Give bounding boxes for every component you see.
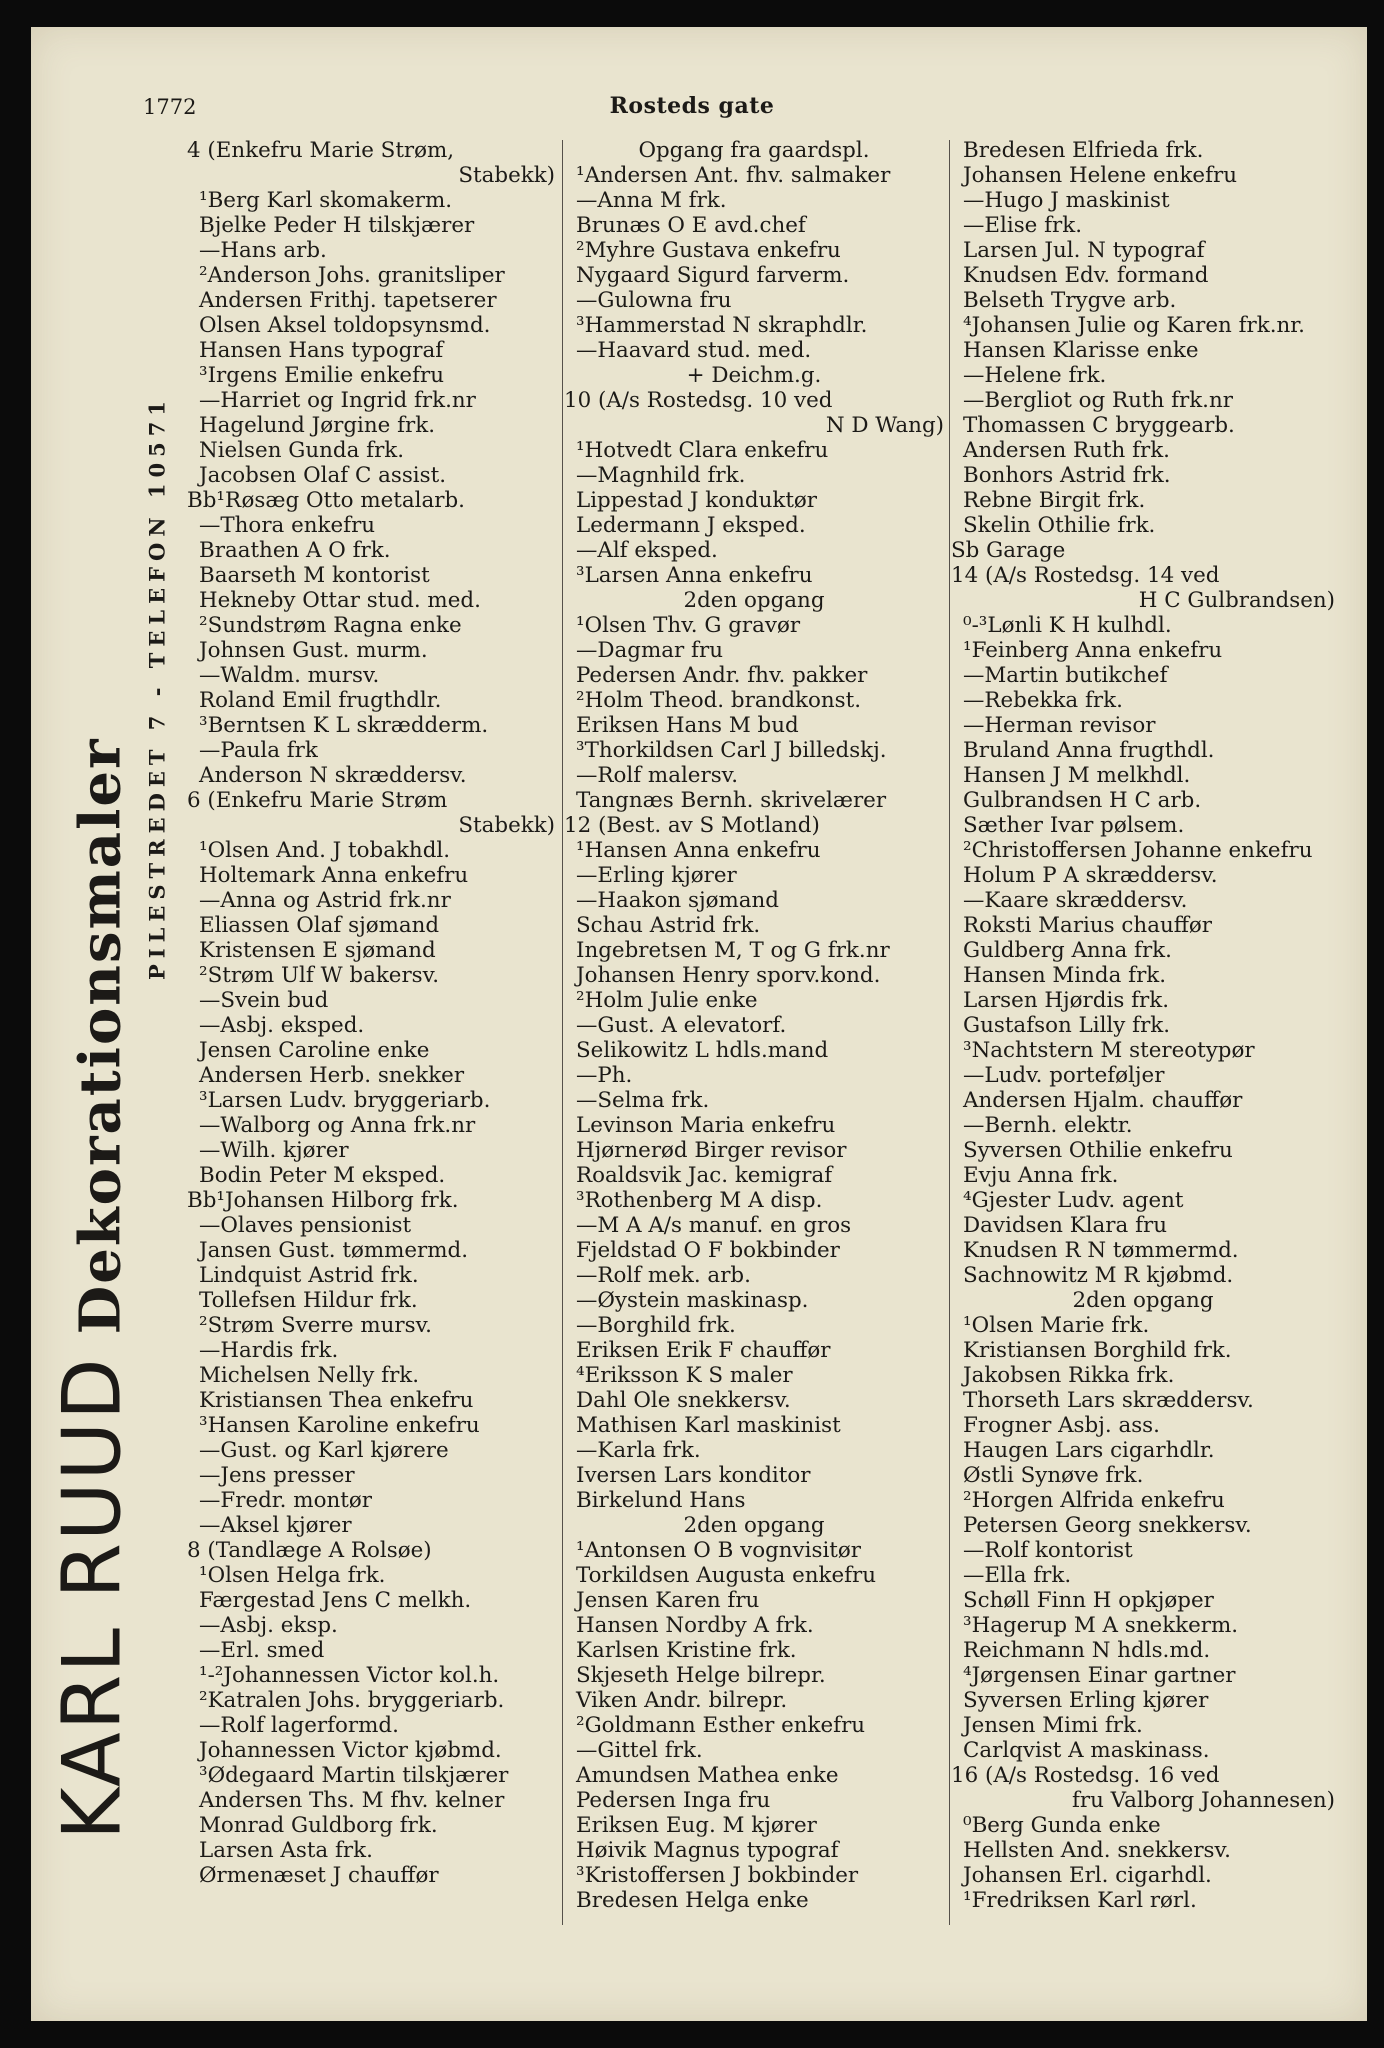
resident-entry: ³Nachtstern M stereotypør — [963, 1038, 1255, 1063]
resident-entry: fru Valborg Johannesen) — [1071, 1788, 1335, 1813]
resident-entry: Eriksen Erik F chauffør — [576, 1338, 831, 1363]
resident-entry: —Harriet og Ingrid frk.nr — [199, 388, 476, 413]
resident-entry: ³Berntsen K L skrædderm. — [199, 713, 489, 738]
resident-entry: Roksti Marius chauffør — [963, 913, 1213, 938]
resident-entry: Sæther Ivar pølsem. — [963, 813, 1185, 838]
resident-entry: Pedersen Andr. fhv. pakker — [576, 663, 868, 688]
resident-entry: —Ella frk. — [963, 1563, 1072, 1588]
resident-entry: Østli Synøve frk. — [963, 1463, 1144, 1488]
resident-entry: Holum P A skræddersv. — [963, 863, 1218, 888]
resident-entry: Rebne Birgit frk. — [963, 488, 1146, 513]
resident-entry: Jansen Gust. tømmermd. — [199, 1238, 469, 1263]
resident-entry: ²Strøm Ulf W bakersv. — [199, 963, 439, 988]
resident-entry: —Olaves pensionist — [199, 1213, 412, 1238]
resident-entry: —Wilh. kjører — [199, 1138, 349, 1163]
vertical-advertisement — [40, 220, 180, 1840]
resident-entry: —Rebekka frk. — [963, 688, 1123, 713]
resident-entry: ²Myhre Gustava enkefru — [576, 238, 841, 263]
resident-entry: —Erling kjører — [576, 863, 737, 888]
section-heading: + Deichm.g. — [686, 363, 822, 388]
resident-entry: Schøll Finn H opkjøper — [963, 1588, 1214, 1613]
resident-entry: —Jens presser — [199, 1463, 355, 1488]
resident-entry: Johannessen Victor kjøbmd. — [199, 1738, 502, 1763]
column-divider — [562, 140, 563, 1925]
resident-entry: Davidsen Klara fru — [963, 1213, 1168, 1238]
resident-entry: ¹Feinberg Anna enkefru — [963, 638, 1223, 663]
resident-entry: Ledermann J eksped. — [576, 513, 806, 538]
resident-entry: ¹Olsen And. J tobakhdl. — [199, 838, 451, 863]
resident-entry: Larsen Hjørdis frk. — [963, 988, 1169, 1013]
resident-entry: —Bergliot og Ruth frk.nr — [963, 388, 1233, 413]
resident-entry: Roland Emil frugthdlr. — [199, 688, 442, 713]
resident-entry: —Elise frk. — [963, 213, 1083, 238]
resident-entry: Thomassen C bryggearb. — [963, 413, 1235, 438]
house-number-entry: 8 (Tandlæge A Rolsøe) — [187, 1538, 432, 1563]
resident-entry: Birkelund Hans — [576, 1488, 746, 1513]
resident-entry: —Selma frk. — [576, 1088, 710, 1113]
resident-entry: Karlsen Kristine frk. — [576, 1638, 797, 1663]
resident-entry: Torkildsen Augusta enkefru — [576, 1563, 877, 1588]
resident-entry: Bruland Anna frugthdl. — [963, 738, 1215, 763]
resident-entry: Johnsen Gust. murm. — [199, 638, 428, 663]
directory-column-1 — [187, 138, 555, 1888]
resident-entry: Olsen Aksel toldopsynsmd. — [199, 313, 491, 338]
resident-entry: ¹Olsen Marie frk. — [963, 1313, 1150, 1338]
resident-entry: Andersen Ths. M fhv. kelner — [199, 1788, 505, 1813]
resident-entry: Jensen Karen fru — [576, 1588, 760, 1613]
resident-entry: Bredesen Elfrieda frk. — [963, 138, 1204, 163]
resident-entry: H C Gulbrandsen) — [1138, 588, 1335, 613]
resident-entry: —Rolf lagerformd. — [199, 1713, 399, 1738]
house-number-entry: 16 (A/s Rostedsg. 16 ved — [951, 1763, 1220, 1788]
resident-entry: Hekneby Ottar stud. med. — [199, 588, 481, 613]
resident-entry: ³Rothenberg M A disp. — [576, 1188, 823, 1213]
running-head: Rosteds gate — [609, 93, 775, 119]
resident-entry: Evju Anna frk. — [963, 1163, 1119, 1188]
resident-entry: Belseth Trygve arb. — [963, 288, 1177, 313]
column-divider — [949, 140, 950, 1925]
house-number-entry: 14 (A/s Rostedsg. 14 ved — [951, 563, 1220, 588]
resident-entry: Stabekk) — [458, 163, 555, 188]
resident-entry: Skelin Othilie frk. — [963, 513, 1156, 538]
house-number-entry: Bb¹Røsæg Otto metalarb. — [187, 488, 465, 513]
resident-entry: Andersen Ruth frk. — [963, 438, 1170, 463]
resident-entry: ⁴Eriksson K S maler — [576, 1363, 793, 1388]
resident-entry: —Dagmar fru — [576, 638, 723, 663]
resident-entry: Amundsen Mathea enke — [576, 1763, 839, 1788]
resident-entry: Braathen A O frk. — [199, 538, 391, 563]
house-number-entry: 4 (Enkefru Marie Strøm, — [187, 138, 455, 163]
resident-entry: ¹Hotvedt Clara enkefru — [576, 438, 829, 463]
resident-entry: —Anna M frk. — [576, 188, 727, 213]
advertiser-name: KARL RUUD — [45, 1356, 139, 1840]
resident-entry: ¹Olsen Helga frk. — [199, 1563, 386, 1588]
resident-entry: Johansen Erl. cigarhdl. — [963, 1863, 1212, 1888]
house-number-entry: 12 (Best. av S Motland) — [564, 813, 820, 838]
resident-entry: ⁰Berg Gunda enke — [963, 1813, 1161, 1838]
resident-entry: ²Holm Theod. brandkonst. — [576, 688, 862, 713]
section-heading: 2den opgang — [1072, 1288, 1214, 1313]
resident-entry: Ørmenæset J chauffør — [199, 1863, 439, 1888]
resident-entry: ¹Fredriksen Karl rørl. — [963, 1888, 1197, 1913]
resident-entry: —Hugo J maskinist — [963, 188, 1170, 213]
resident-entry: Petersen Georg snekkersv. — [963, 1513, 1252, 1538]
resident-entry: Larsen Jul. N typograf — [963, 238, 1205, 263]
resident-entry: Kristiansen Borghild frk. — [963, 1338, 1232, 1363]
resident-entry: ¹Hansen Anna enkefru — [576, 838, 821, 863]
resident-entry: ³Thorkildsen Carl J billedskj. — [576, 738, 887, 763]
resident-entry: Jacobsen Olaf C assist. — [199, 463, 447, 488]
resident-entry: Knudsen R N tømmermd. — [963, 1238, 1239, 1263]
resident-entry: ¹Antonsen O B vognvisitør — [576, 1538, 861, 1563]
resident-entry: ²Sundstrøm Ragna enke — [199, 613, 462, 638]
page-number: 1772 — [143, 95, 197, 119]
directory-column-2 — [564, 138, 944, 1913]
resident-entry: Holtemark Anna enkefru — [199, 863, 469, 888]
resident-entry: —Ludv. porteføljer — [963, 1063, 1165, 1088]
resident-entry: ³Irgens Emilie enkefru — [199, 363, 445, 388]
resident-entry: Hansen Hans typograf — [199, 338, 444, 363]
resident-entry: —Martin butikchef — [963, 663, 1168, 688]
resident-entry: —M A A/s manuf. en gros — [576, 1213, 852, 1238]
resident-entry: —Gulowna fru — [576, 288, 732, 313]
resident-entry: ⁴Jørgensen Einar gartner — [963, 1663, 1236, 1688]
resident-entry: Thorseth Lars skræddersv. — [963, 1388, 1254, 1413]
resident-entry: Selikowitz L hdls.mand — [576, 1038, 829, 1063]
resident-entry: —Waldm. mursv. — [199, 663, 380, 688]
resident-entry: Haugen Lars cigarhdlr. — [963, 1438, 1215, 1463]
resident-entry: —Borghild frk. — [576, 1313, 736, 1338]
resident-entry: ³Kristoffersen J bokbinder — [576, 1863, 859, 1888]
resident-entry: —Gust. og Karl kjørere — [199, 1438, 449, 1463]
resident-entry: ³Hagerup M A snekkerm. — [963, 1613, 1239, 1638]
resident-entry: Andersen Herb. snekker — [199, 1063, 465, 1088]
resident-entry: Baarseth M kontorist — [199, 563, 430, 588]
resident-entry: Bonhors Astrid frk. — [963, 463, 1171, 488]
resident-entry: Johansen Henry sporv.kond. — [576, 963, 881, 988]
advertiser-address: PILESTREDET 7 - TELEFON 10571 — [144, 395, 170, 980]
resident-entry: Reichmann N hdls.md. — [963, 1638, 1211, 1663]
resident-entry: Hansen J M melkhdl. — [963, 763, 1191, 788]
house-number-entry: Bb¹Johansen Hilborg frk. — [187, 1188, 459, 1213]
resident-entry: Anderson N skræddersv. — [199, 763, 467, 788]
resident-entry: Jensen Mimi frk. — [963, 1713, 1143, 1738]
resident-entry: Lindquist Astrid frk. — [199, 1263, 419, 1288]
house-number-entry: Sb Garage — [951, 538, 1066, 563]
resident-entry: —Paula frk — [199, 738, 318, 763]
resident-entry: ¹Olsen Thv. G gravør — [576, 613, 801, 638]
resident-entry: Høivik Magnus typograf — [576, 1838, 839, 1863]
resident-entry: ⁴Gjester Ludv. agent — [963, 1188, 1184, 1213]
section-heading: 2den opgang — [683, 1513, 825, 1538]
resident-entry: —Ph. — [576, 1063, 633, 1088]
resident-entry: Michelsen Nelly frk. — [199, 1363, 420, 1388]
advertisement-headline — [45, 220, 143, 1840]
resident-entry: —Øystein maskinasp. — [576, 1288, 809, 1313]
resident-entry: Iversen Lars konditor — [576, 1463, 811, 1488]
resident-entry: —Svein bud — [199, 988, 329, 1013]
resident-entry: ³Hansen Karoline enkefru — [199, 1413, 480, 1438]
resident-entry: ⁰-³Lønli K H kulhdl. — [963, 613, 1172, 638]
resident-entry: ³Larsen Ludv. bryggeriarb. — [199, 1088, 491, 1113]
resident-entry: Larsen Asta frk. — [199, 1838, 373, 1863]
resident-entry: —Walborg og Anna frk.nr — [199, 1113, 476, 1138]
resident-entry: Roaldsvik Jac. kemigraf — [576, 1163, 833, 1188]
resident-entry: —Anna og Astrid frk.nr — [199, 888, 451, 913]
resident-entry: Nygaard Sigurd farverm. — [576, 263, 850, 288]
resident-entry: Lippestad J konduktør — [576, 488, 818, 513]
resident-entry: Hansen Nordby A frk. — [576, 1613, 814, 1638]
resident-entry: —Hans arb. — [199, 238, 327, 263]
resident-entry: Tangnæs Bernh. skrivelærer — [576, 788, 887, 813]
resident-entry: —Kaare skræddersv. — [963, 888, 1188, 913]
resident-entry: Andersen Frithj. tapetserer — [199, 288, 497, 313]
resident-entry: Jensen Caroline enke — [199, 1038, 430, 1063]
resident-entry: Hjørnerød Birger revisor — [576, 1138, 847, 1163]
resident-entry: ²Anderson Johs. granitsliper — [199, 263, 505, 288]
resident-entry: Viken Andr. bilrepr. — [576, 1688, 788, 1713]
resident-entry: —Rolf kontorist — [963, 1538, 1133, 1563]
house-number-entry: 10 (A/s Rostedsg. 10 ved — [564, 388, 833, 413]
resident-entry: ¹Andersen Ant. fhv. salmaker — [576, 163, 891, 188]
resident-entry: —Herman revisor — [963, 713, 1156, 738]
resident-entry: ¹-²Johannessen Victor kol.h. — [199, 1663, 500, 1688]
resident-entry: Mathisen Karl maskinist — [576, 1413, 841, 1438]
resident-entry: ²Goldmann Esther enkefru — [576, 1713, 866, 1738]
resident-entry: Syversen Erling kjører — [963, 1688, 1209, 1713]
resident-entry: —Haakon sjømand — [576, 888, 779, 913]
resident-entry: —Magnhild frk. — [576, 463, 746, 488]
resident-entry: —Gust. A elevatorf. — [576, 1013, 787, 1038]
resident-entry: —Alf eksped. — [576, 538, 718, 563]
resident-entry: Guldberg Anna frk. — [963, 938, 1172, 963]
resident-entry: Hansen Klarisse enke — [963, 338, 1199, 363]
resident-entry: Brunæs O E avd.chef — [576, 213, 806, 238]
resident-entry: ¹Berg Karl skomakerm. — [199, 188, 453, 213]
resident-entry: Hansen Minda frk. — [963, 963, 1167, 988]
advertisement-text — [45, 220, 170, 1840]
resident-entry: —Fredr. montør — [199, 1488, 372, 1513]
resident-entry: Kristiansen Thea enkefru — [199, 1388, 474, 1413]
resident-entry: Tollefsen Hildur frk. — [199, 1288, 418, 1313]
resident-entry: Johansen Helene enkefru — [963, 163, 1237, 188]
resident-entry: N D Wang) — [825, 413, 944, 438]
directory-column-3 — [951, 138, 1335, 1913]
resident-entry: ³Larsen Anna enkefru — [576, 563, 813, 588]
resident-entry: Kristensen E sjømand — [199, 938, 436, 963]
resident-entry: Monrad Guldborg frk. — [199, 1813, 438, 1838]
resident-entry: Dahl Ole snekkersv. — [576, 1388, 791, 1413]
resident-entry: Ingebretsen M, T og G frk.nr — [576, 938, 890, 963]
resident-entry: Jakobsen Rikka frk. — [963, 1363, 1175, 1388]
resident-entry: ²Christoffersen Johanne enkefru — [963, 838, 1313, 863]
resident-entry: —Gittel frk. — [576, 1738, 703, 1763]
resident-entry: ²Holm Julie enke — [576, 988, 758, 1013]
resident-entry: —Rolf mek. arb. — [576, 1263, 751, 1288]
resident-entry: Eriksen Eug. M kjører — [576, 1813, 817, 1838]
resident-entry: Nielsen Gunda frk. — [199, 438, 405, 463]
resident-entry: Hagelund Jørgine frk. — [199, 413, 435, 438]
resident-entry: Levinson Maria enkefru — [576, 1113, 836, 1138]
resident-entry: —Thora enkefru — [199, 513, 376, 538]
resident-entry: ⁴Johansen Julie og Karen frk.nr. — [963, 313, 1305, 338]
resident-entry: Pedersen Inga fru — [576, 1788, 771, 1813]
resident-entry: —Helene frk. — [963, 363, 1107, 388]
resident-entry: —Bernh. elektr. — [963, 1113, 1133, 1138]
resident-entry: Gustafson Lilly frk. — [963, 1013, 1171, 1038]
resident-entry: ³Ødegaard Martin tilskjærer — [199, 1763, 509, 1788]
resident-entry: —Haavard stud. med. — [576, 338, 812, 363]
resident-entry: —Asbj. eksped. — [199, 1013, 365, 1038]
resident-entry: Eliassen Olaf sjømand — [199, 913, 440, 938]
resident-entry: ³Hammerstad N skraphdlr. — [576, 313, 868, 338]
resident-entry: Sachnowitz M R kjøbmd. — [963, 1263, 1234, 1288]
resident-entry: ²Horgen Alfrida enkefru — [963, 1488, 1225, 1513]
resident-entry: —Karla frk. — [576, 1438, 701, 1463]
section-heading: 2den opgang — [683, 588, 825, 613]
resident-entry: —Rolf malersv. — [576, 763, 739, 788]
section-heading: Opgang fra gaardspl. — [638, 138, 870, 163]
resident-entry: Stabekk) — [458, 813, 555, 838]
resident-entry: Bredesen Helga enke — [576, 1888, 809, 1913]
resident-entry: Gulbrandsen H C arb. — [963, 788, 1202, 813]
resident-entry: Syversen Othilie enkefru — [963, 1138, 1233, 1163]
resident-entry: Eriksen Hans M bud — [576, 713, 799, 738]
resident-entry: —Hardis frk. — [199, 1338, 339, 1363]
resident-entry: Skjeseth Helge bilrepr. — [576, 1663, 826, 1688]
resident-entry: Schau Astrid frk. — [576, 913, 761, 938]
resident-entry: Carlqvist A maskinass. — [963, 1738, 1210, 1763]
resident-entry: —Asbj. eksp. — [199, 1613, 338, 1638]
resident-entry: ²Katralen Johs. bryggeriarb. — [199, 1688, 505, 1713]
resident-entry: Bjelke Peder H tilskjærer — [199, 213, 475, 238]
resident-entry: Hellsten And. snekkersv. — [963, 1838, 1231, 1863]
resident-entry: Frogner Asbj. ass. — [963, 1413, 1160, 1438]
resident-entry: Fjeldstad O F bokbinder — [576, 1238, 840, 1263]
resident-entry: Færgestad Jens C melkh. — [199, 1588, 472, 1613]
resident-entry: ²Strøm Sverre mursv. — [199, 1313, 432, 1338]
resident-entry: —Erl. smed — [199, 1638, 325, 1663]
resident-entry: Knudsen Edv. formand — [963, 263, 1209, 288]
house-number-entry: 6 (Enkefru Marie Strøm — [187, 788, 448, 813]
resident-entry: —Aksel kjører — [199, 1513, 352, 1538]
resident-entry: Bodin Peter M eksped. — [199, 1163, 446, 1188]
advertiser-trade: Dekorationsmaler — [67, 737, 134, 1335]
resident-entry: Andersen Hjalm. chauffør — [963, 1088, 1243, 1113]
